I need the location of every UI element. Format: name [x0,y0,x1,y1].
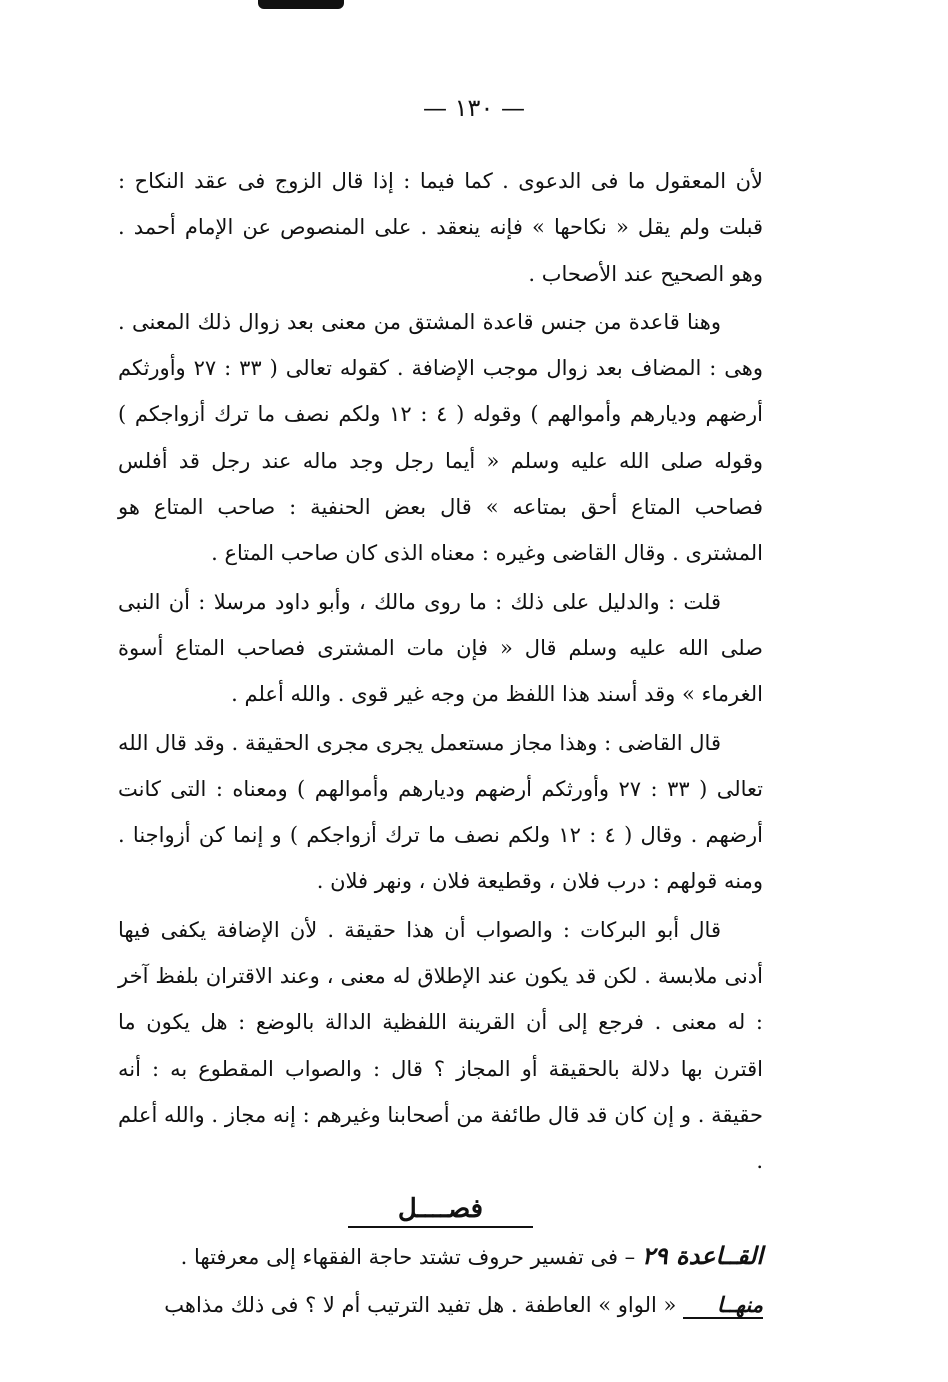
paragraph-3: قلت : والدليل على ذلك : ما روى مالك ، وأبو داود مرسلا : أن النبى صلى الله عليه وسلم قال « فإن مات المشترى فصاحب المتاع أسوة الغرماء » وقد أسند هذا اللفظ من وجه غير قوى . والله أعلم . [118,589,763,707]
lead-paragraph [118,1282,763,1328]
rule-paragraph [118,1233,763,1280]
top-edge-mark [258,0,344,9]
section-heading-text: فصــــل [348,1192,533,1228]
paragraph-5: قال أبو البركات : والصواب أن هذا حقيقة . لأن الإضافة يكفى فيها أدنى ملابسة . لكن قد يكون عند الإطلاق له معنى ، وعند الاقتران بلفظ آخر : له معنى . فرجع إلى أن القرينة اللفظية الدالة بالوضع : هل يكون ما اقترن بها دلالة بالحقيقة أو المجاز ؟ قال : والصواب المقطوع به : أنه حقيقة . و إن كان قد قال طائفة من أصحابنا وغيرهم : إنه مجاز . والله أعلم . [118,917,763,1174]
paragraph-1: لأن المعقول ما فى الدعوى . كما فيما : إذا قال الزوج فى عقد النكاح : قبلت ولم يقل « نكاحها » فإنه ينعقد . على المنصوص عن الإمام أحمد . وهو الصحيح عند الأصحاب . [118,169,763,286]
lead-text: « الواو » العاطفة . هل تفيد الترتيب أم لا ؟ فى ذلك مذاهب [164,1292,684,1317]
page-body [118,158,763,1328]
section-heading [118,1185,763,1233]
paragraph-4: قال القاضى : وهذا مجاز مستعمل يجرى مجرى الحقيقة . وقد قال الله تعالى ( ٣٣ : ٢٧ وأورثكم أرضهم وديارهم وأموالهم ) ومعناه : التى كانت أرضهم . وقال ( ٤ : ١٢ ولكم نصف ما ترك أزواجكم ) و إنما كن أزواجنا . ومنه قولهم : درب فلان ، وقطيعة فلان ، ونهر فلان . [118,730,763,894]
rule-label: القــاعدة ٢٩ [641,1240,763,1270]
lead-word: منهــا [683,1292,763,1319]
page-number: — ١٣٠ — [423,94,525,122]
paragraph-2: وهنا قاعدة من جنس قاعدة المشتق من معنى بعد زوال ذلك المعنى . وهى : المضاف بعد زوال موجب الإضافة . كقوله تعالى ( ٣٣ : ٢٧ وأورثكم أرضهم وديارهم وأموالهم ) وقوله ( ٤ : ١٢ ولكم نصف ما ترك أزواجكم ) وقوله صلى الله عليه وسلم « أيما رجل وجد ماله عند رجل قد أفلس فصاحب المتاع أحق بمتاعه » قال بعض الحنفية : صاحب المتاع هو المشترى . وقال القاضى وغيره : معناه الذى كان صاحب المتاع . [118,309,764,566]
rule-text: – فى تفسير حروف تشتد حاجة الفقهاء إلى معرفتها . [180,1244,642,1269]
